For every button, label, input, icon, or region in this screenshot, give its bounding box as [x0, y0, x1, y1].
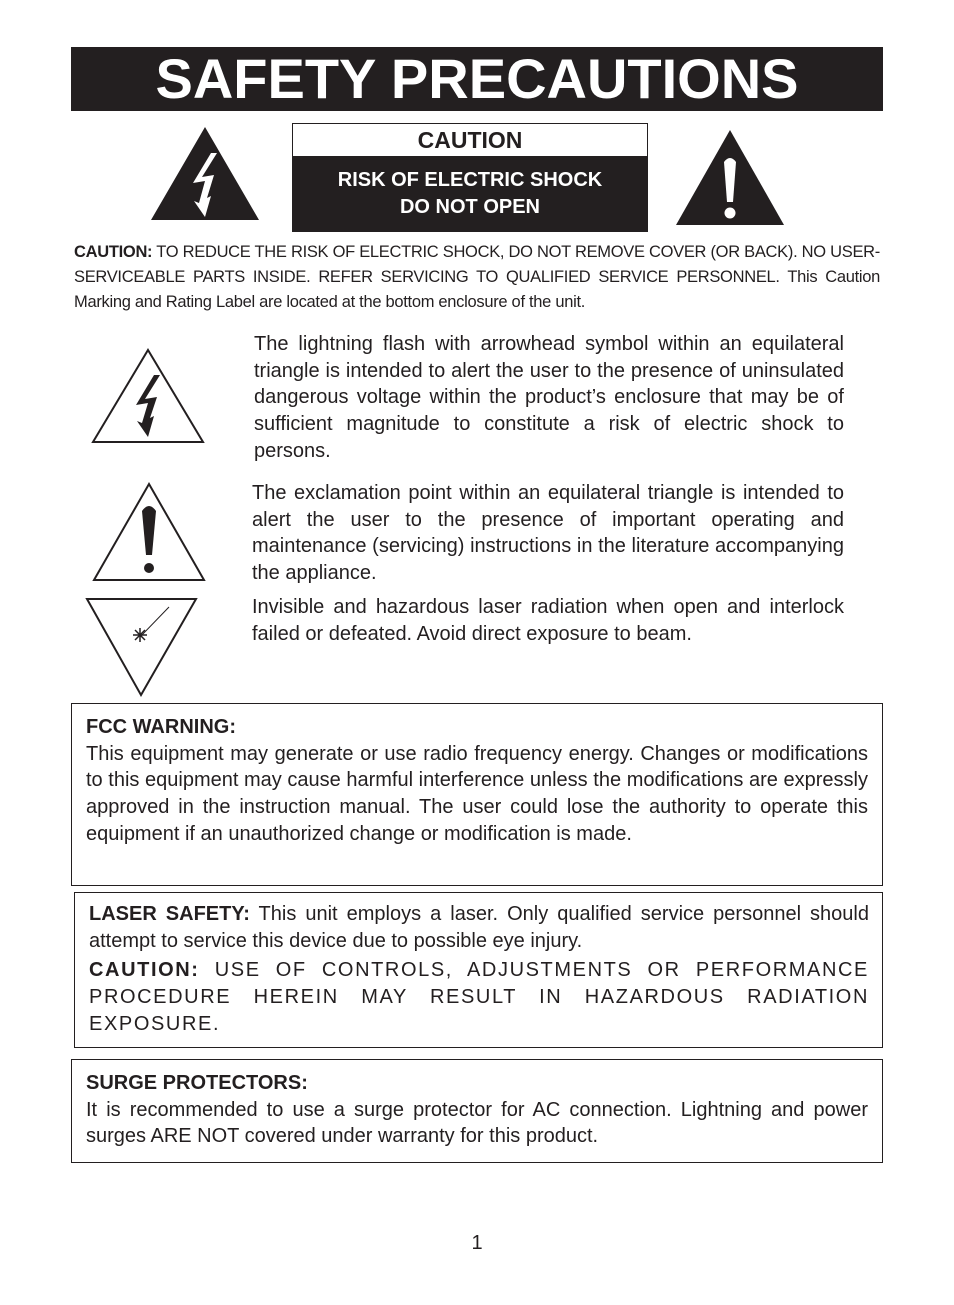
- caution-label-line2: DO NOT OPEN: [399, 196, 540, 218]
- fcc-text: This equipment may generate or use radio frequency energy. Changes or modifications to this equipment may cause harmful interference unless the modifications are expressly approved in the instruction manual. The user could lose the authority to operate this equipment if an unauthorized change or modification is made.: [86, 742, 868, 845]
- lightning-warning-icon: [149, 125, 261, 221]
- surge-heading: SURGE PROTECTORS:: [86, 1072, 308, 1094]
- fcc-warning-box: [71, 703, 883, 886]
- exclamation-warning-icon: [674, 128, 786, 226]
- laser-safety-lead: LASER SAFETY:: [89, 903, 250, 925]
- laser-radiation-icon: [85, 597, 198, 697]
- laser-caution-lead: CAUTION:: [89, 959, 200, 982]
- surge-text: It is recommended to use a surge protector for AC connection. Lightning and power surges ARE NOT covered under warranty for this product.: [86, 1098, 868, 1148]
- caution-notice-text: TO REDUCE THE RISK OF ELECTRIC SHOCK, DO NOT REMOVE COVER (OR BACK). NO USER-SERVICEABLE PARTS INSIDE. REFER SERVICING TO QUALIFIED SERVICE PERSONNEL. This Caution Marking and Rating Label are located at the bottom enclosure of the unit.: [74, 243, 880, 311]
- caution-notice: [74, 240, 880, 315]
- caution-label-body: [293, 156, 647, 231]
- caution-label-line1: RISK OF ELECTRIC SHOCK: [337, 169, 603, 191]
- laser-safety-box: [74, 892, 883, 1048]
- laser-caution-text: USE OF CONTROLS, ADJUSTMENTS OR PERFORMANCE PROCEDURE HEREIN MAY RESULT IN HAZARDOUS RADIATION EXPOSURE.: [89, 959, 869, 1035]
- lightning-description: The lightning flash with arrowhead symbol within an equilateral triangle is intended to alert the user to the presence of uninsulated dangerous voltage within the product’s enclosure that may be of sufficient magnitude to constitute a risk of electric shock to persons.: [254, 333, 844, 462]
- surge-protectors-box: [71, 1059, 883, 1163]
- laser-description: Invisible and hazardous laser radiation when open and interlock failed or defeated. Avoid direct exposure to beam.: [252, 596, 844, 645]
- exclamation-outline-icon: [92, 481, 206, 583]
- fcc-heading: FCC WARNING:: [86, 716, 236, 738]
- laser-safety-text: This unit employs a laser. Only qualified service personnel should attempt to service this device due to possible eye injury.: [89, 903, 869, 952]
- caution-label-heading: CAUTION: [417, 127, 523, 153]
- laser-caution-paragraph: [89, 957, 869, 1037]
- page-number: 1: [471, 1232, 483, 1254]
- page-title: SAFETY PRECAUTIONS: [71, 47, 883, 111]
- lightning-outline-icon: [91, 347, 205, 444]
- caution-notice-lead: CAUTION:: [74, 243, 153, 261]
- laser-safety-paragraph: [89, 901, 869, 954]
- exclamation-description: The exclamation point within an equilateral triangle is intended to alert the user to the presence of important operating and maintenance (servicing) instructions in the literature accompanying the appliance.: [252, 482, 844, 585]
- caution-label: [292, 123, 648, 232]
